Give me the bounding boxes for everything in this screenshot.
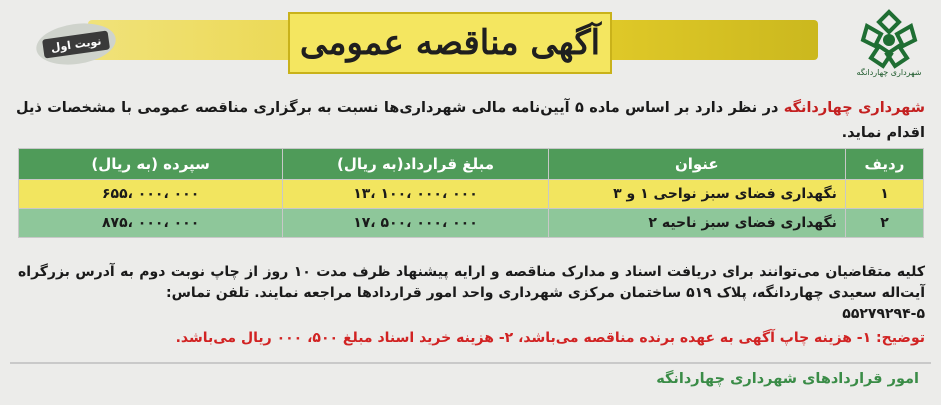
row-deposit: ۸۷۵، ۰۰۰، ۰۰۰ bbox=[19, 209, 283, 238]
row-index: ۱ bbox=[845, 180, 923, 209]
row-title: نگهداری فضای سبز نواحی ۱ و ۳ bbox=[548, 180, 845, 209]
table-header-row bbox=[19, 149, 924, 180]
table-row bbox=[19, 209, 924, 238]
municipality-logo-icon bbox=[859, 8, 919, 70]
body-paragraph bbox=[18, 262, 925, 325]
table-row bbox=[19, 180, 924, 209]
row-amount: ۱۳، ۱۰۰، ۰۰۰، ۰۰۰ bbox=[283, 180, 548, 209]
header-title: عنوان bbox=[548, 149, 845, 180]
contact-phone: ۵۵۲۷۹۲۹۴-۵ bbox=[842, 306, 925, 322]
body-text: کلیه متقاضیان می‌توانند برای دریافت اسناد و مدارک مناقصه و ارایه پیشنهاد ظرف مدت ۱۰ روز از چاپ نوبت دوم به آدرس بزرگراه آیت‌اله سعیدی چهاردانگه، پلاک ۵۱۹ ساختمان مرکزی شهرداری واحد امور قراردادها مراجعه نمایند. تلفن تماس: bbox=[18, 264, 925, 301]
header-amount: مبلغ قرارداد(به ریال) bbox=[283, 149, 548, 180]
intro-paragraph bbox=[16, 96, 925, 146]
divider bbox=[10, 362, 931, 364]
header-deposit: سپرده (به ریال) bbox=[19, 149, 283, 180]
logo-caption: شهرداری چهاردانگه bbox=[856, 68, 922, 77]
footer-signature: امور قراردادهای شهرداری چهاردانگه bbox=[656, 371, 919, 387]
cost-note: توضیح: ۱- هزینه چاپ آگهی به عهده برنده مناقصه می‌باشد، ۲- هزینه خرید اسناد مبلغ ۵۰۰، ۰۰۰ ریال می‌باشد. bbox=[175, 330, 925, 346]
row-amount: ۱۷، ۵۰۰، ۰۰۰، ۰۰۰ bbox=[283, 209, 548, 238]
row-title: نگهداری فضای سبز ناحیه ۲ bbox=[548, 209, 845, 238]
tender-table bbox=[18, 148, 924, 238]
notice-title: آگهی مناقصه عمومی bbox=[288, 12, 612, 74]
intro-organization: شهرداری چهاردانگه bbox=[783, 100, 925, 116]
turn-badge-label: نوبت اول bbox=[42, 30, 111, 58]
municipality-logo bbox=[847, 8, 931, 92]
intro-text: در نظر دارد بر اساس ماده ۵ آیین‌نامه مالی شهرداری‌ها نسبت به برگزاری مناقصه عمومی با مشخصات ذیل اقدام نماید. bbox=[16, 100, 925, 141]
row-index: ۲ bbox=[845, 209, 923, 238]
row-deposit: ۶۵۵، ۰۰۰، ۰۰۰ bbox=[19, 180, 283, 209]
header-index: ردیف bbox=[845, 149, 923, 180]
header-bar bbox=[28, 10, 818, 72]
